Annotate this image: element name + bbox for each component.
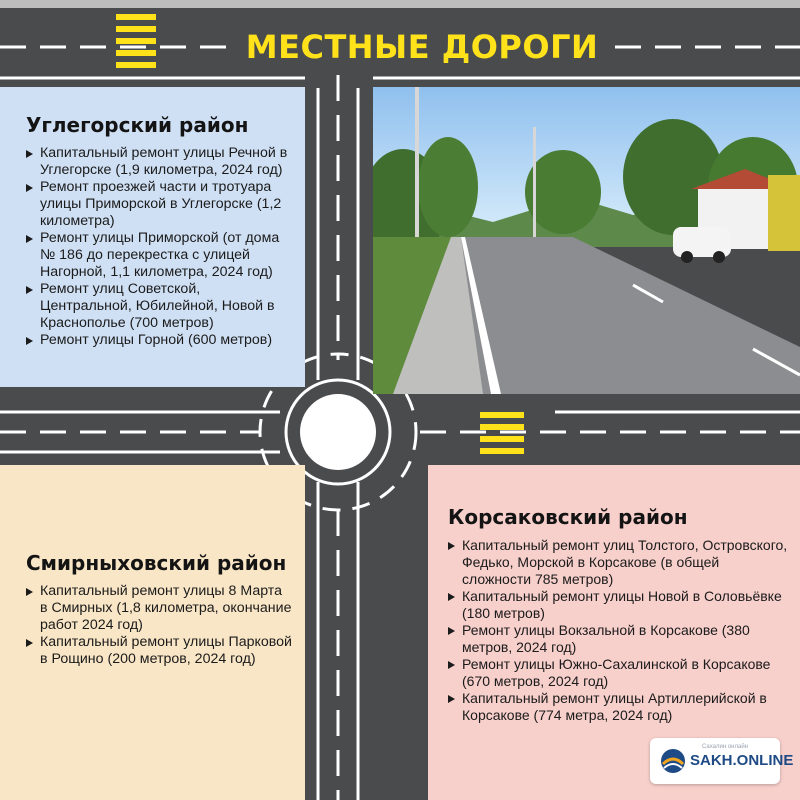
logo-text: SAKH.ONLINE <box>690 752 794 769</box>
project-item: Капитальный ремонт улицы 8 Марта в Смирных (1,8 километра, окончание работ 2024 год) <box>26 583 293 634</box>
sakh-online-logo[interactable] <box>650 738 794 784</box>
project-item: Капитальный ремонт улицы Речной в Углегорске (1,9 километра, 2024 год) <box>26 145 291 179</box>
district-title: Углегорский район <box>26 113 249 137</box>
district-project-list <box>26 145 291 349</box>
project-item: Ремонт улиц Советской, Центральной, Юбилейной, Новой в Краснополье (700 метров) <box>26 281 291 332</box>
district-project-list <box>26 583 293 668</box>
project-item: Капитальный ремонт улицы Артиллерийской в Корсакове (774 метра, 2024 год) <box>448 690 792 724</box>
project-item: Капитальный ремонт улицы Парковой в Рощино (200 метров, 2024 год) <box>26 634 293 668</box>
district-project-list <box>448 537 792 724</box>
logo-subtitle: Сахалин онлайн <box>702 744 748 750</box>
road-photo <box>373 87 800 394</box>
page-title: МЕСТНЫЕ ДОРОГИ <box>245 28 599 66</box>
district-panel-smirnykh <box>0 465 305 800</box>
project-item: Ремонт улицы Горной (600 метров) <box>26 332 291 349</box>
road-photo-illustration <box>373 87 800 394</box>
sakh-online-logo-icon <box>660 748 686 774</box>
project-item: Ремонт проезжей части и тротуара улицы Приморской в Углегорске (1,2 километра) <box>26 179 291 230</box>
project-item: Капитальный ремонт улицы Новой в Соловьёвке (180 метров) <box>448 588 792 622</box>
district-panel-uglegorsk <box>0 87 305 387</box>
project-item: Ремонт улицы Вокзальной в Корсакове (380 метров, 2024 год) <box>448 622 792 656</box>
project-item: Капитальный ремонт улиц Толстого, Островского, Федько, Морской в Корсакове (в общей сложности 785 метров) <box>448 537 792 588</box>
title-bar <box>232 22 612 72</box>
district-title: Смирныховский район <box>26 551 287 575</box>
district-title: Корсаковский район <box>448 505 688 529</box>
project-item: Ремонт улицы Приморской (от дома № 186 до перекрестка с улицей Нагорной, 1,1 километра, 2024 год) <box>26 230 291 281</box>
project-item: Ремонт улицы Южно-Сахалинской в Корсакове (670 метров, 2024 год) <box>448 656 792 690</box>
